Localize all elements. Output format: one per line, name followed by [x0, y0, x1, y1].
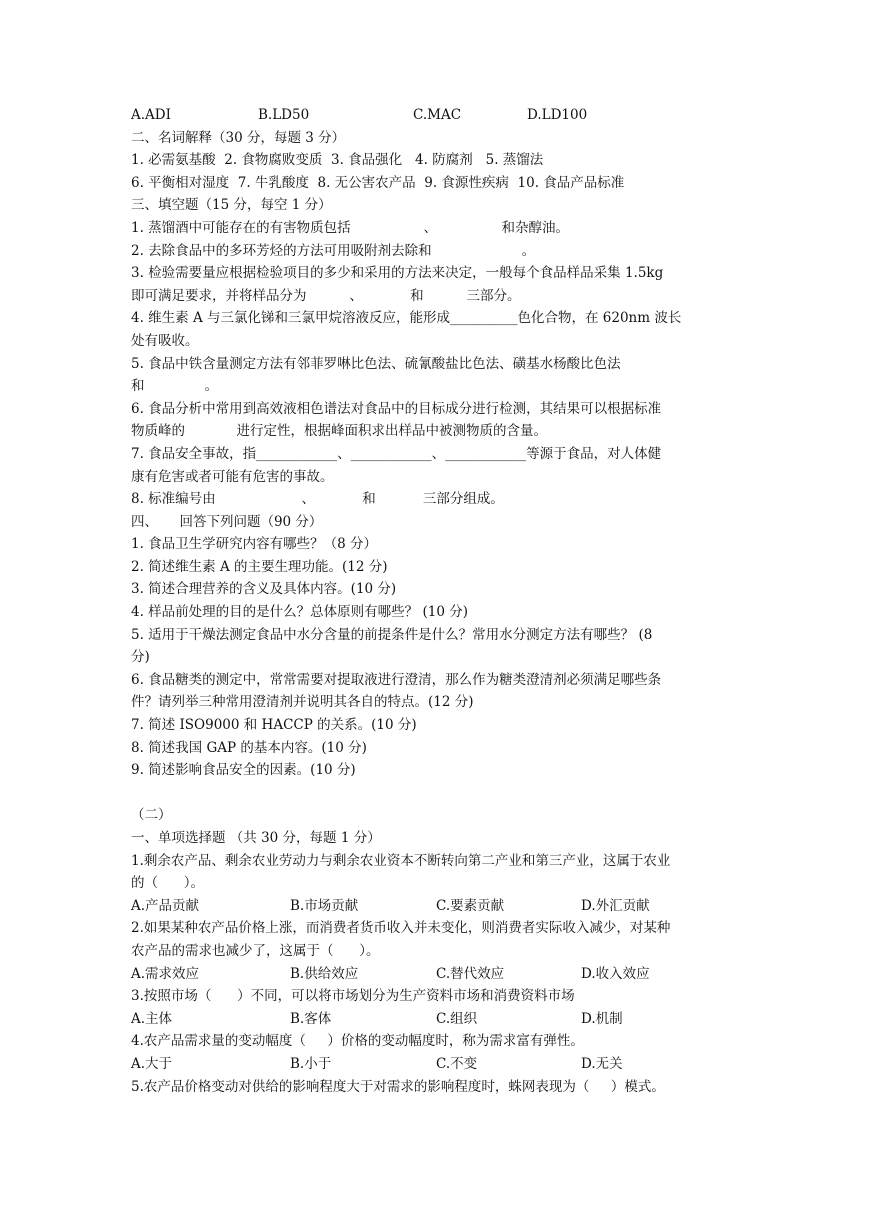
question-line: 分) [131, 649, 150, 666]
terms-line: 6. 平衡相对湿度 7. 牛乳酸度 8. 无公害农产品 9. 食源性疾病 10. 食品产品标准 [131, 174, 625, 191]
option-a: A.ADI [131, 107, 171, 123]
option-d: D.无关 [581, 1055, 623, 1072]
question-line: 6. 食品糖类的测定中，常常需要对提取液进行澄清，那么作为糖类澄清剂必须满足哪些条 [131, 671, 662, 688]
option-a: A.主体 [131, 1010, 173, 1027]
spacer [131, 782, 751, 805]
question-line: 2. 简述维生素 A 的主要生理功能。(12 分) [131, 558, 388, 575]
fill-line: 4. 维生素 A 与三氯化锑和三氯甲烷溶液反应，能形成__________色化合物，在 620nm 波长 [131, 310, 682, 327]
fill-line: 即可满足要求，并将样品分为 、 和 三部分。 [131, 287, 521, 304]
option-d: D.机制 [581, 1010, 623, 1027]
fill-line: 和 。 [131, 378, 219, 395]
options-line [131, 1008, 751, 1031]
question-line: 9. 简述影响食品安全的因素。(10 分) [131, 762, 356, 779]
section-title: 四、 回答下列问题（90 分） [131, 513, 323, 530]
option-a: A.大于 [131, 1055, 173, 1072]
options-line [131, 895, 751, 918]
option-c: C.MAC [413, 107, 462, 123]
question-line: 1.剩余农产品、剩余农业劳动力与剩余农业资本不断转向第二产业和第三产业，这属于农业 [131, 852, 671, 869]
fill-line: 3. 检验需要量应根据检验项目的多少和采用的方法来决定，一般每个食品样品采集 1.5kg [131, 265, 664, 282]
fill-line: 康有危害或者可能有危害的事故。 [131, 468, 334, 485]
question-line: 件？请列举三种常用澄清剂并说明其各自的特点。(12 分) [131, 694, 474, 711]
options-line [131, 963, 751, 986]
question-line: 5.农产品价格变动对供给的影响程度大于对需求的影响程度时，蛛网表现为（ ）模式。 [131, 1078, 665, 1095]
fill-line: 7. 食品安全事故，指____________、____________、____________等源于食品，对人体健 [131, 445, 662, 462]
option-b: B.客体 [290, 1010, 332, 1027]
question-line: 3. 简述合理营养的含义及具体内容。(10 分) [131, 581, 397, 598]
fill-line: 6. 食品分析中常用到高效液相色谱法对食品中的目标成分进行检测，其结果可以根据标准 [131, 400, 662, 417]
terms-line: 1. 必需氨基酸 2. 食物腐败变质 3. 食品强化 4. 防腐剂 5. 蒸馏法 [131, 152, 544, 169]
option-c: C.替代效应 [436, 965, 505, 982]
section-title: 一、单项选择题 （共 30 分，每题 1 分） [131, 830, 381, 846]
option-c: C.不变 [436, 1055, 478, 1072]
option-d: D.收入效应 [581, 965, 650, 982]
section-title: 二、名词解释（30 分，每题 3 分） [131, 129, 346, 146]
option-d: D.LD100 [527, 107, 588, 123]
options-line [131, 1053, 751, 1076]
question-line: 1. 食品卫生学研究内容有哪些？（8 分） [131, 536, 378, 553]
fill-line: 1. 蒸馏酒中可能存在的有害物质包括 、 和杂醇油。 [131, 219, 569, 236]
fill-line: 2. 去除食品中的多环芳烃的方法可用吸附剂去除和 。 [131, 242, 536, 259]
part-heading: （二） [131, 807, 172, 824]
question-line: 3.按照市场（ ）不同，可以将市场划分为生产资料市场和消费资料市场 [131, 988, 575, 1005]
document-content [131, 104, 751, 1098]
question-line: 7. 简述 ISO9000 和 HACCP 的关系。(10 分) [131, 717, 417, 734]
option-c: C.要素贡献 [436, 897, 505, 914]
option-b: B.供给效应 [290, 965, 359, 982]
question-line: 4. 样品前处理的目的是什么？总体原则有哪些？ (10 分) [131, 604, 468, 621]
question-line: 4.农产品需求量的变动幅度（ ）价格的变动幅度时，称为需求富有弹性。 [131, 1033, 584, 1050]
fill-line: 5. 食品中铁含量测定方法有邻菲罗啉比色法、硫氰酸盐比色法、磺基水杨酸比色法 [131, 355, 621, 372]
option-a: A.需求效应 [131, 965, 200, 982]
option-b: B.小于 [290, 1055, 332, 1072]
section-title: 三、填空题（15 分，每空 1 分） [131, 197, 332, 214]
option-b: B.LD50 [258, 107, 310, 123]
option-d: D.外汇贡献 [581, 897, 650, 914]
option-a: A.产品贡献 [131, 897, 200, 914]
question-line: 5. 适用于干燥法测定食品中水分含量的前提条件是什么？常用水分测定方法有哪些？ (8 [131, 626, 653, 643]
fill-line: 物质峰的 进行定性，根据峰面积求出样品中被测物质的含量。 [131, 423, 547, 440]
fill-line: 8. 标准编号由 、 和 三部分组成。 [131, 491, 504, 508]
question-line: 的（ ）。 [131, 875, 204, 892]
option-b: B.市场贡献 [290, 897, 359, 914]
fill-line: 处有吸收。 [131, 332, 199, 349]
option-c: C.组织 [436, 1010, 478, 1027]
options-line [131, 104, 751, 127]
question-line: 农产品的需求也减少了，这属于（ ）。 [131, 942, 380, 959]
question-line: 2.如果某种农产品价格上涨，而消费者货币收入并未变化，则消费者实际收入减少，对某种 [131, 920, 671, 937]
question-line: 8. 简述我国 GAP 的基本内容。(10 分) [131, 739, 367, 756]
